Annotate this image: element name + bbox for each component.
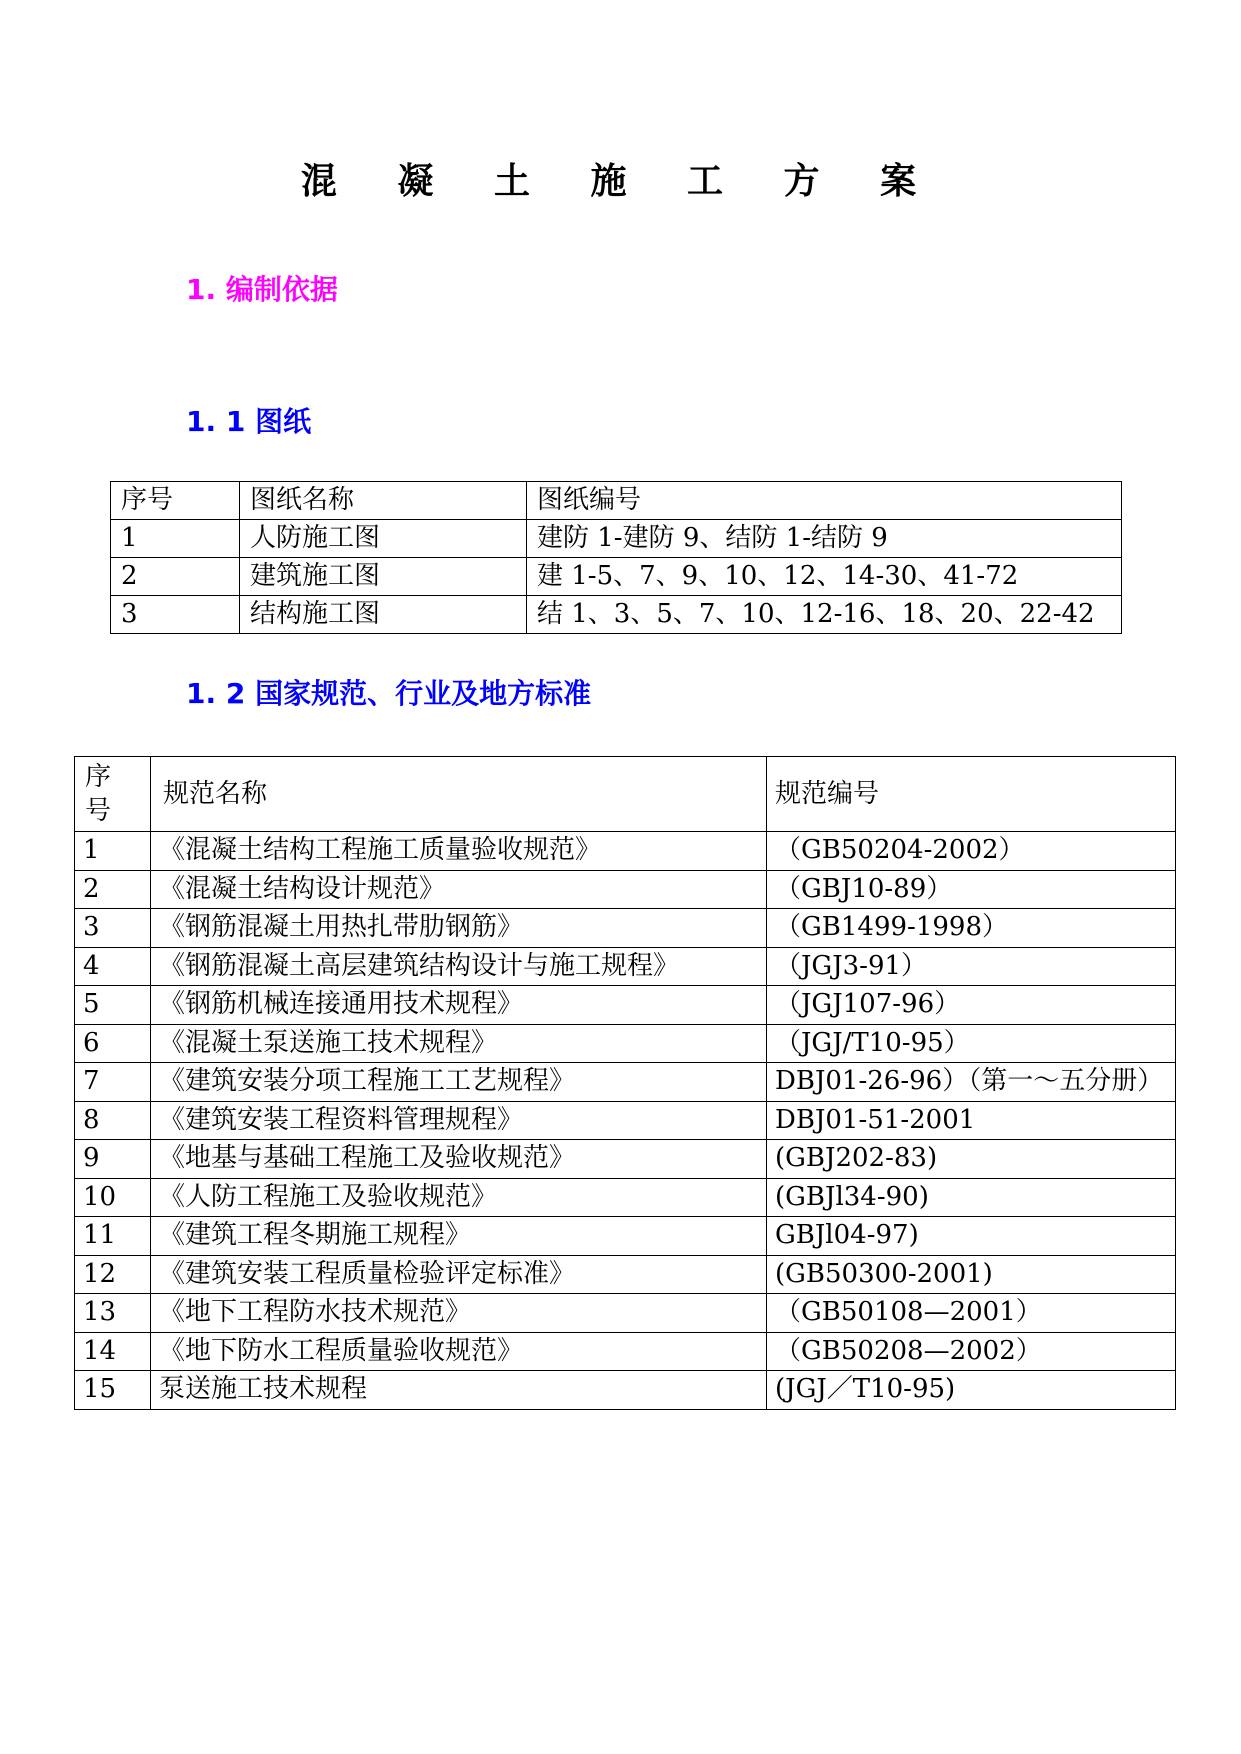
cell-number: 结 1、3、5、7、10、12-16、18、20、22-42 — [527, 596, 1122, 634]
cell-name: 《混凝土结构工程施工质量验收规范》 — [151, 832, 767, 871]
section-heading-basis: 1. 编制依据 — [186, 273, 338, 306]
header-standard-name: 规范名称 — [151, 757, 767, 832]
table-row — [75, 1063, 1176, 1102]
cell-seq: 1 — [111, 520, 240, 558]
table-header-row — [75, 757, 1176, 832]
cell-code: （GB50208—2002） — [767, 1332, 1176, 1371]
cell-name: 《地基与基础工程施工及验收规范》 — [151, 1140, 767, 1179]
header-seq: 序号 — [111, 482, 240, 520]
cell-seq: 13 — [75, 1294, 151, 1333]
cell-code: (JGJ／T10-95) — [767, 1371, 1176, 1410]
drawings-table — [110, 481, 1122, 634]
table-row — [75, 986, 1176, 1025]
table-row — [75, 947, 1176, 986]
cell-name: 人防施工图 — [240, 520, 527, 558]
cell-name: 《混凝土结构设计规范》 — [151, 870, 767, 909]
cell-seq: 15 — [75, 1371, 151, 1410]
cell-code: (GB50300-2001) — [767, 1255, 1176, 1294]
cell-name: 《钢筋机械连接通用技术规程》 — [151, 986, 767, 1025]
cell-seq: 8 — [75, 1101, 151, 1140]
cell-code: （GB50108—2001） — [767, 1294, 1176, 1333]
cell-seq: 5 — [75, 986, 151, 1025]
table-row — [75, 1332, 1176, 1371]
table-row — [75, 1140, 1176, 1179]
cell-seq: 11 — [75, 1217, 151, 1256]
table-row — [75, 909, 1176, 948]
cell-name: 《地下工程防水技术规范》 — [151, 1294, 767, 1333]
cell-code: (GBJl34-90) — [767, 1178, 1176, 1217]
cell-seq: 1 — [75, 832, 151, 871]
cell-seq: 3 — [111, 596, 240, 634]
cell-code: （JGJ/T10-95） — [767, 1024, 1176, 1063]
cell-code: DBJ01-26-96）（第一～五分册） — [767, 1063, 1176, 1102]
table-row — [75, 1255, 1176, 1294]
cell-name: 结构施工图 — [240, 596, 527, 634]
table-row — [75, 1178, 1176, 1217]
table-row — [75, 1101, 1176, 1140]
cell-seq: 9 — [75, 1140, 151, 1179]
subsection-heading-drawings: 1. 1 图纸 — [186, 405, 312, 438]
cell-code: GBJl04-97) — [767, 1217, 1176, 1256]
table-row — [75, 870, 1176, 909]
cell-name: 泵送施工技术规程 — [151, 1371, 767, 1410]
cell-code: （JGJ3-91） — [767, 947, 1176, 986]
table-row — [75, 1371, 1176, 1410]
cell-seq: 4 — [75, 947, 151, 986]
cell-name: 《钢筋混凝土高层建筑结构设计与施工规程》 — [151, 947, 767, 986]
cell-name: 《建筑工程冬期施工规程》 — [151, 1217, 767, 1256]
cell-name: 《混凝土泵送施工技术规程》 — [151, 1024, 767, 1063]
cell-seq: 2 — [75, 870, 151, 909]
cell-code: （GB1499-1998） — [767, 909, 1176, 948]
cell-code: （JGJ107-96） — [767, 986, 1176, 1025]
cell-seq: 14 — [75, 1332, 151, 1371]
cell-code: （GB50204-2002） — [767, 832, 1176, 871]
subsection-heading-standards: 1. 2 国家规范、行业及地方标准 — [186, 677, 592, 710]
cell-name: 《建筑安装分项工程施工工艺规程》 — [151, 1063, 767, 1102]
table-row — [111, 520, 1122, 558]
cell-seq: 6 — [75, 1024, 151, 1063]
header-seq-line1: 序 — [85, 762, 112, 792]
cell-name: 《地下防水工程质量验收规范》 — [151, 1332, 767, 1371]
header-seq — [75, 757, 151, 832]
cell-seq: 2 — [111, 558, 240, 596]
header-drawing-name: 图纸名称 — [240, 482, 527, 520]
cell-name: 《人防工程施工及验收规范》 — [151, 1178, 767, 1217]
cell-name: 《建筑安装工程资料管理规程》 — [151, 1101, 767, 1140]
cell-name: 建筑施工图 — [240, 558, 527, 596]
table-row — [75, 1294, 1176, 1333]
table-row — [75, 832, 1176, 871]
cell-seq: 12 — [75, 1255, 151, 1294]
cell-seq: 10 — [75, 1178, 151, 1217]
cell-code: DBJ01-51-2001 — [767, 1101, 1176, 1140]
table-row — [75, 1024, 1176, 1063]
cell-seq: 7 — [75, 1063, 151, 1102]
table-row — [111, 596, 1122, 634]
cell-name: 《建筑安装工程质量检验评定标准》 — [151, 1255, 767, 1294]
header-standard-code: 规范编号 — [767, 757, 1176, 832]
table-header-row — [111, 482, 1122, 520]
standards-table — [74, 756, 1176, 1410]
table-row — [75, 1217, 1176, 1256]
document-title: 混 凝 土 施 工 方 案 — [300, 161, 941, 202]
cell-name: 《钢筋混凝土用热扎带肋钢筋》 — [151, 909, 767, 948]
cell-code: （GBJ10-89） — [767, 870, 1176, 909]
header-seq-line2: 号 — [85, 796, 112, 826]
cell-number: 建 1-5、7、9、10、12、14-30、41-72 — [527, 558, 1122, 596]
header-drawing-number: 图纸编号 — [527, 482, 1122, 520]
cell-seq: 3 — [75, 909, 151, 948]
cell-code: (GBJ202-83) — [767, 1140, 1176, 1179]
cell-number: 建防 1-建防 9、结防 1-结防 9 — [527, 520, 1122, 558]
table-row — [111, 558, 1122, 596]
